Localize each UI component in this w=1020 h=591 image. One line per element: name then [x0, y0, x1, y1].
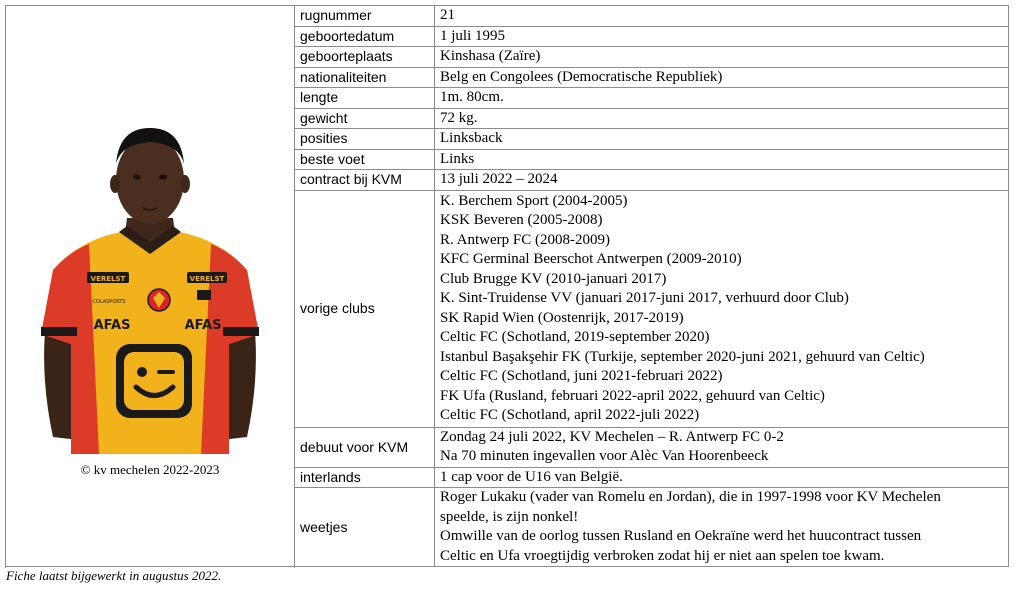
- label-contract: contract bij KVM: [295, 170, 435, 191]
- label-beste-voet: beste voet: [295, 149, 435, 170]
- update-footnote: Fiche laatst bijgewerkt in augustus 2022.: [6, 568, 222, 583]
- player-photo-icon: [39, 122, 261, 454]
- club-item: Celtic FC (Schotland, april 2022-juli 2022): [440, 407, 700, 423]
- svg-text:AFAS: AFAS: [93, 318, 131, 333]
- label-vorige-clubs: vorige clubs: [295, 190, 435, 427]
- value-gewicht: 72 kg.: [435, 108, 1009, 129]
- weetje-line: Celtic en Ufa vroegtijdig verbroken zodat hij er niet aan spelen toe kwam.: [440, 547, 885, 564]
- value-contract: 13 juli 2022 – 2024: [435, 170, 1009, 191]
- value-geboortedatum: 1 juli 1995: [435, 26, 1009, 47]
- value-debuut: [435, 427, 1009, 467]
- value-lengte: 1m. 80cm.: [435, 88, 1009, 109]
- photo-cell: [6, 6, 295, 567]
- label-geboortedatum: geboortedatum: [295, 26, 435, 47]
- label-gewicht: gewicht: [295, 108, 435, 129]
- svg-text:VERELST: VERELST: [90, 275, 126, 283]
- club-item: R. Antwerp FC (2008-2009): [440, 231, 610, 248]
- value-geboorteplaats: Kinshasa (Zaïre): [435, 47, 1009, 68]
- weetje-line: Omwille van de oorlog tussen Rusland en Oekraïne werd het huucontract tussen: [440, 528, 922, 544]
- value-rugnummer: 21: [435, 6, 1009, 27]
- svg-text:COLASPORTS: COLASPORTS: [92, 299, 126, 305]
- value-interlands: 1 cap voor de U16 van België.: [435, 467, 1009, 488]
- club-item: Istanbul Başakşehir FK (Turkije, september 2020-juni 2021, gehuurd van Celtic): [440, 348, 925, 365]
- value-posities: Linksback: [435, 129, 1009, 150]
- club-item: K. Sint-Truidense VV (januari 2017-juni 2017, verhuurd door Club): [440, 290, 849, 306]
- club-item: Celtic FC (Schotland, juni 2021-februari 2022): [440, 368, 723, 384]
- row-rugnummer: [6, 6, 1009, 27]
- club-item: FK Ufa (Rusland, februari 2022-april 2022, gehuurd van Celtic): [440, 387, 825, 404]
- photo-credit: © kv mechelen 2022-2023: [80, 462, 220, 477]
- label-debuut: debuut voor KVM: [295, 427, 435, 467]
- label-weetjes: weetjes: [295, 488, 435, 567]
- player-fiche-table: [5, 5, 1009, 567]
- weetje-line: Roger Lukaku (vader van Romelu en Jordan), die in 1997-1998 voor KV Mechelen: [440, 489, 941, 505]
- value-nationaliteiten: Belg en Congolees (Democratische Republiek): [435, 67, 1009, 88]
- label-interlands: interlands: [295, 467, 435, 488]
- weetje-line: speelde, is zijn nonkel!: [440, 508, 579, 525]
- club-item: KFC Germinal Beerschot Antwerpen (2009-2010): [440, 251, 742, 267]
- value-vorige-clubs: [435, 190, 1009, 427]
- value-weetjes: [435, 488, 1009, 567]
- club-item: Celtic FC (Schotland, 2019-september 2020): [440, 329, 710, 345]
- label-geboorteplaats: geboorteplaats: [295, 47, 435, 68]
- debuut-line: Na 70 minuten ingevallen voor Alèc Van Hoorenbeeck: [440, 448, 769, 464]
- svg-text:AFAS: AFAS: [184, 318, 222, 333]
- label-nationaliteiten: nationaliteiten: [295, 67, 435, 88]
- club-item: Club Brugge KV (2010-januari 2017): [440, 270, 667, 287]
- label-posities: posities: [295, 129, 435, 150]
- value-beste-voet: Links: [435, 149, 1009, 170]
- club-item: K. Berchem Sport (2004-2005): [440, 192, 628, 209]
- svg-text:VERELST: VERELST: [189, 275, 225, 283]
- club-item: SK Rapid Wien (Oostenrijk, 2017-2019): [440, 309, 684, 326]
- debuut-line: Zondag 24 juli 2022, KV Mechelen – R. Antwerp FC 0-2: [440, 428, 784, 445]
- label-lengte: lengte: [295, 88, 435, 109]
- label-rugnummer: rugnummer: [295, 6, 435, 27]
- club-item: KSK Beveren (2005-2008): [440, 212, 603, 228]
